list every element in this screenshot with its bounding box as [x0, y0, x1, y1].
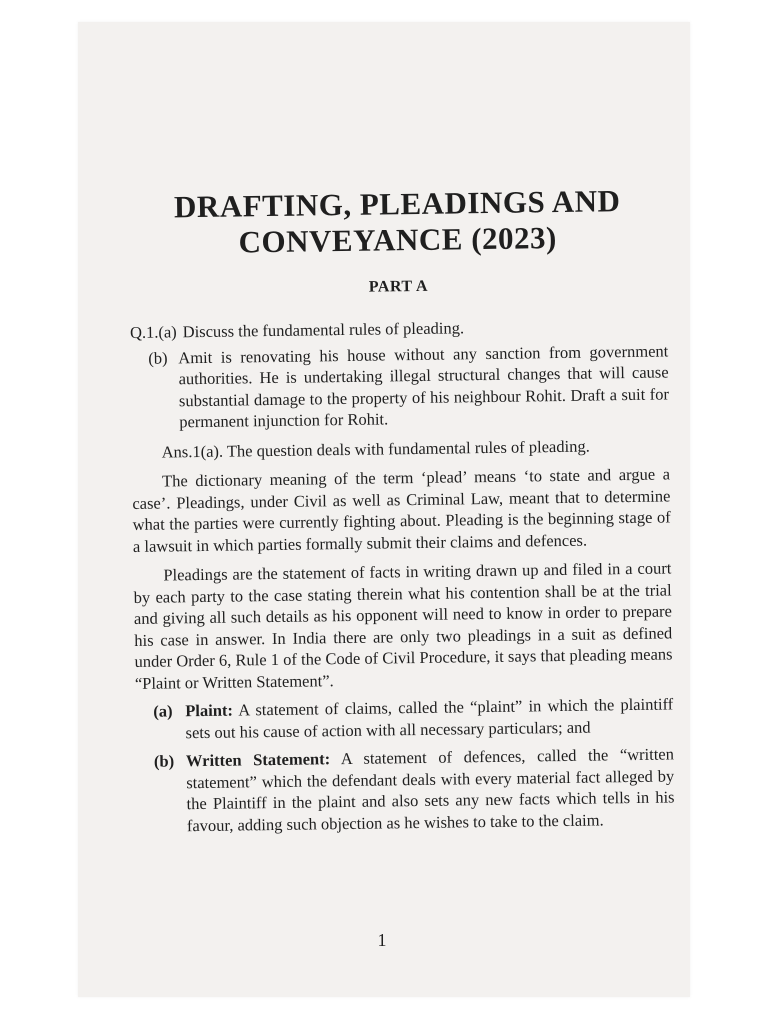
list-label: (a): [153, 701, 173, 721]
list-description: A statement of defences, called the “written statement” which the defendant deals with every material fact alleged by the Plaintiff in the plaint and also sets any new facts which tells in his favour, adding such objection as he wishes to take to the claim.: [186, 744, 675, 835]
list-label: (b): [153, 751, 175, 771]
page-number: 1: [377, 930, 387, 950]
list-text: [185, 693, 674, 743]
list-item-written-statement: [154, 743, 675, 836]
title-line-1: DRAFTING, PLEADINGS AND: [173, 183, 621, 225]
answer-intro: Ans.1(a). The question deals with fundamental rules of pleading.: [161, 436, 590, 462]
part-heading: PART A: [368, 277, 429, 296]
paragraph-dictionary-meaning: The dictionary meaning of the term ‘plead’ means ‘to state and argue a case’. Pleadings, under Civil as well as Criminal Law, meant that to determine what the parties were currently fighting about. Pleading is the beginning stage of a lawsuit in which parties formally submit their claims and defences.: [132, 464, 671, 556]
question-1a: [130, 314, 668, 343]
question-number: Q.1.(a): [129, 322, 177, 342]
question-1b-label: (b): [148, 347, 168, 368]
list-term: Plaint:: [185, 700, 234, 721]
question-1: [130, 314, 668, 343]
list-text: [186, 743, 675, 836]
page-content: [128, 182, 675, 836]
paragraph-pleadings-definition: Pleadings are the statement of facts in writing drawn up and filed in a court by each party to the case stating therein what his contention shall be at the trial and giving all such details as his opponent will need to know in order to prepare his case in answer. In India there are only two pleadings in a suit as defined under Order 6, Rule 1 of the Code of Civil Procedure, it says that pleading means “Plaint or Written Statement”.: [133, 558, 673, 693]
list-term: Written Statement:: [185, 749, 331, 771]
question-1a-text: Discuss the fundamental rules of pleading.: [182, 318, 465, 342]
title-line-2: CONVEYANCE (2023): [238, 220, 558, 260]
list-item-plaint: [153, 693, 674, 743]
question-1b: [148, 340, 669, 433]
list-description: A statement of claims, called the “plaint” in which the plaintiff sets out his cause of action with all necessary particulars; and: [185, 694, 674, 742]
document-page: [78, 22, 690, 997]
document-title: [128, 182, 667, 262]
question-1b-text: Amit is renovating his house without any sanction from government authorities. He is undertaking illegal structural changes that will cause substantial damage to the property of his neighbour Rohit. Draft a suit for permanent injunction for Rohit.: [178, 340, 670, 432]
